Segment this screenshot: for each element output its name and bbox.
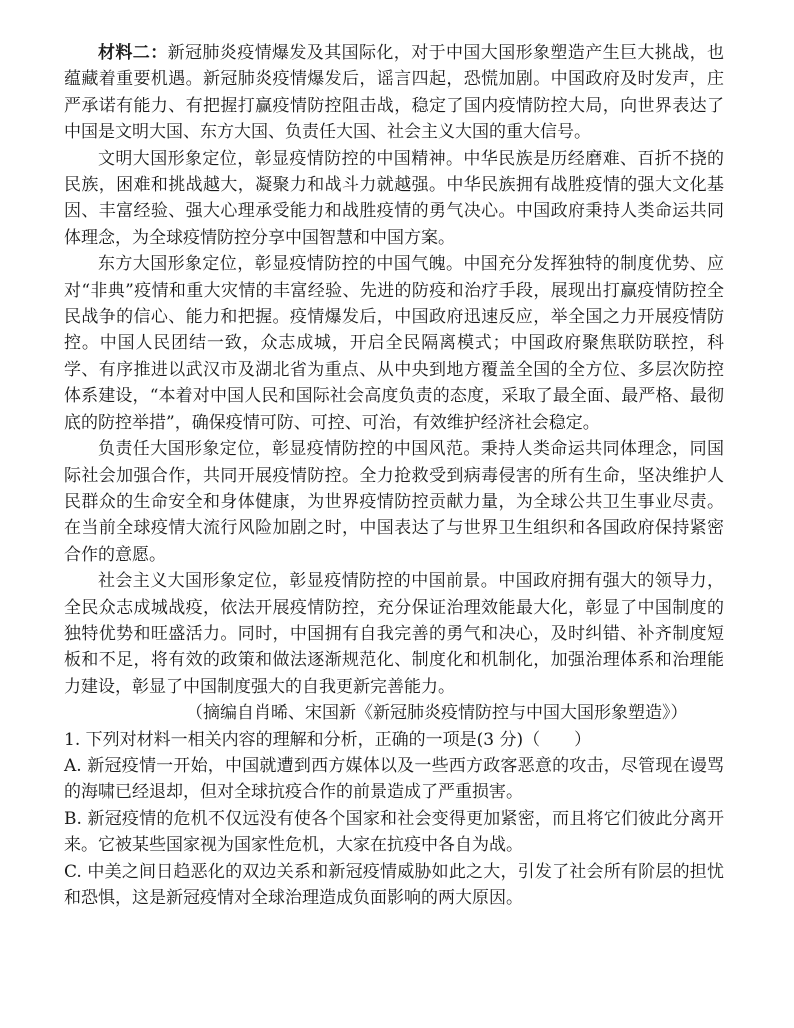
question-1-stem: 1. 下列对材料一相关内容的理解和分析，正确的一项是(3 分)（ ） — [64, 729, 592, 750]
material2-paragraph-2: 文明大国形象定位，彰显疫情防控的中国精神。中华民族是历经磨难、百折不挠的民族，困难和挑战越大，凝聚力和战斗力就越强。中华民族拥有战胜疫情的强大文化基因、丰富经验、强大心理承受能力和战胜疫情的勇气决心。中国政府秉持人类命运共同体理念，为全球疫情防控分享中国智慧和中国方案。 — [64, 148, 724, 248]
material2-paragraph-4: 负责任大国形象定位，彰显疫情防控的中国风范。秉持人类命运共同体理念，同国际社会加强合作，共同开展疫情防控。全力抢救受到病毒侵害的所有生命，坚决维护人民群众的生命安全和身体健康，为世界疫情防控贡献力量，为全球公共卫生事业尽责。在当前全球疫情大流行风险加剧之时，中国表达了与世界卫生组织和各国政府保持紧密合作的意愿。 — [64, 439, 724, 565]
material2-p1-text: 新冠肺炎疫情爆发及其国际化，对于中国大国形象塑造产生巨大挑战，也蕴藏着重要机遇。新冠肺炎疫情爆发后，谣言四起，恐慌加剧。中国政府及时发声，庄严承诺有能力、有把握打赢疫情防控阻击战，稳定了国内疫情防控大局，向世界表达了中国是文明大国、东方大国、负责任大国、社会主义大国的重大信号。 — [64, 43, 725, 143]
question-1-option-a: A. 新冠疫情一开始，中国就遭到西方媒体以及一些西方政客恶意的攻击，尽管现在谩骂的海啸已经退却，但对全球抗疫合作的前景造成了严重损害。 — [64, 755, 724, 803]
material2-source: （摘编自肖晞、宋国新《新冠肺炎疫情防控与中国大国形象塑造》） — [186, 703, 688, 724]
question-1-option-c: C. 中美之间日趋恶化的双边关系和新冠疫情威胁如此之大，引发了社会所有阶层的担忧和恐惧，这是新冠疫情对全球治理造成负面影响的两大原因。 — [64, 861, 724, 908]
document-page — [64, 40, 724, 911]
material2-paragraph-3: 东方大国形象定位，彰显疫情防控的中国气魄。中国充分发挥独特的制度优势、应对“非典”疫情和重大灾情的丰富经验、先进的防疫和治疗手段，展现出打赢疫情防控全民战争的信心、能力和把握。疫情爆发后，中国政府迅速反应，举全国之力开展疫情防控。中国人民团结一致，众志成城，开启全民隔离模式；中国政府聚焦联防联控，科学、有序推进以武汉市及湖北省为重点、从中央到地方覆盖全国的全方位、多层次防控体系建设，“本着对中国人民和国际社会高度负责的态度，采取了最全面、最严格、最彻底的防控举措”，确保疫情可防、可控、可治，有效维护经济社会稳定。 — [64, 254, 724, 433]
material2-label: 材料二： — [98, 43, 168, 63]
question-1-option-b: B. 新冠疫情的危机不仅远没有使各个国家和社会变得更加紧密，而且将它们彼此分离开来。它被某些国家视为国家性危机，大家在抗疫中各自为战。 — [64, 808, 724, 856]
material2-paragraph-5: 社会主义大国形象定位，彰显疫情防控的中国前景。中国政府拥有强大的领导力，全民众志成城战疫，依法开展疫情防控，充分保证治理效能最大化，彰显了中国制度的独特优势和旺盛活力。同时，中国拥有自我完善的勇气和决心，及时纠错、补齐制度短板和不足，将有效的政策和做法逐渐规范化、制度化和机制化，加强治理体系和治理能力建设，彰显了中国制度强大的自我更新完善能力。 — [64, 571, 724, 697]
material2-paragraph-1 — [64, 40, 724, 146]
